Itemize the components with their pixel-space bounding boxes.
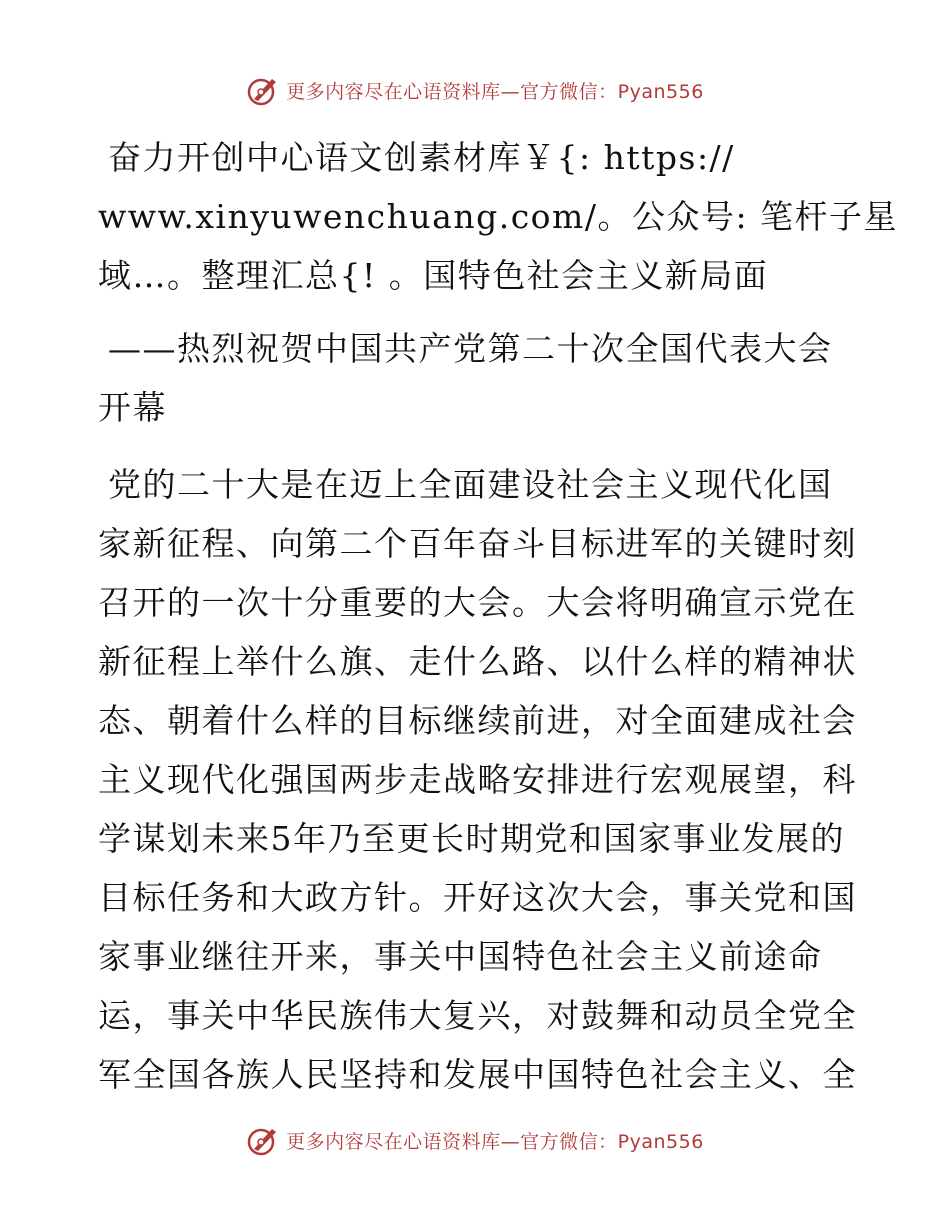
quill-circle-icon	[246, 1123, 280, 1157]
body-line: 新征程上举什么旗、走什么路、以什么样的精神状	[98, 642, 857, 681]
top-watermark-banner	[0, 70, 950, 110]
body-line: 军全国各族人民坚持和发展中国特色社会主义、全	[98, 1055, 857, 1094]
body-line: 运，事关中华民族伟大复兴，对鼓舞和动员全党全	[98, 996, 857, 1035]
header-line: 域…。整理汇总{! 。国特色社会主义新局面	[98, 256, 769, 295]
watermark-text: 更多内容尽在心语资料库—官方微信：Pyan556	[286, 80, 704, 103]
body-line: 家新征程、向第二个百年奋斗目标进军的关键时刻	[98, 524, 857, 563]
document-body	[98, 128, 899, 1104]
subtitle-line: ——热烈祝贺中国共产党第二十次全国代表大会	[108, 329, 833, 368]
watermark-text: 更多内容尽在心语资料库—官方微信：Pyan556	[286, 1130, 704, 1153]
body-line: 家事业继往开来，事关中国特色社会主义前途命	[98, 937, 823, 976]
header-line: 奋力开创中心语文创素材库￥{: https://	[108, 138, 735, 177]
quill-circle-icon	[246, 73, 280, 107]
bottom-watermark-banner	[0, 1120, 950, 1160]
subtitle-line: 开幕	[98, 388, 167, 427]
body-line: 学谋划未来5年乃至更长时期党和国家事业发展的	[98, 819, 845, 858]
body-line: 主义现代化强国两步走战略安排进行宏观展望，科	[98, 760, 857, 799]
body-line: 召开的一次十分重要的大会。大会将明确宣示党在	[98, 583, 857, 622]
header-line: www.xinyuwenchuang.com/。公众号: 笔杆子星	[98, 197, 899, 236]
body-line: 目标任务和大政方针。开好这次大会，事关党和国	[98, 878, 857, 917]
body-line: 党的二十大是在迈上全面建设社会主义现代化国	[108, 465, 833, 504]
body-line: 态、朝着什么样的目标继续前进，对全面建成社会	[98, 701, 857, 740]
